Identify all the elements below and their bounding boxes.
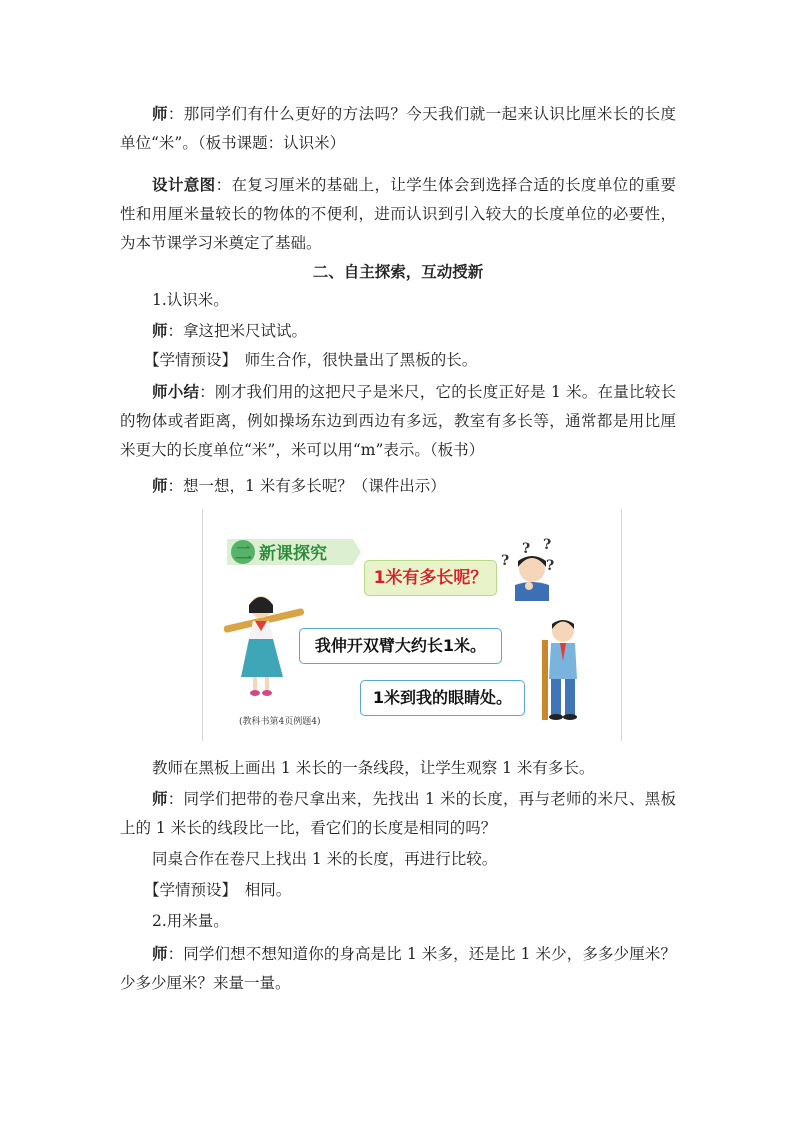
preview-label: 【学情预设】 (144, 881, 230, 899)
step-heading-2: 2.用米量。 (152, 912, 229, 930)
paragraph-text: ：同学们把带的卷尺拿出来，先找出 1 米的长度，再与老师的米尺、黑板上的 1 米长的线段比一比，看它们的长度是相同的吗？ (120, 790, 676, 837)
girl-figure (223, 596, 304, 696)
teacher-action-line: 教师在黑板上画出 1 米长的一条线段，让学生观察 1 米有多长。 (152, 759, 595, 777)
speaker-label: 师小结 (152, 382, 200, 401)
paragraph-teacher-question (120, 939, 676, 998)
teacher-line (152, 471, 446, 501)
learning-preview-line (144, 876, 291, 905)
speaker-label: 师 (152, 321, 168, 340)
speaker-label: 师 (152, 944, 168, 963)
line-text: 相同。 (229, 881, 292, 899)
paragraph-teacher-summary (120, 377, 676, 465)
question-bubble: 1米有多长呢？ (364, 560, 497, 596)
girl-speech-bubble: 我伸开双臂大约长1米。 (299, 628, 502, 664)
speaker-label: 师 (152, 789, 168, 808)
paragraph-teacher-intro (120, 99, 676, 158)
illustration-caption: (教科书第4页例题4) (239, 717, 321, 727)
step-heading-1: 1.认识米。 (152, 291, 229, 309)
line-text: 师生合作，很快量出了黑板的长。 (229, 351, 478, 369)
line-text: ：拿这把米尺试试。 (167, 322, 308, 340)
question-mark-icon: ? (543, 537, 552, 553)
thinking-boy-figure (515, 556, 549, 601)
learning-preview-line (144, 346, 477, 375)
teacher-line (152, 316, 307, 346)
speaker-label: 师 (152, 104, 168, 123)
paragraph-text: ：那同学们有什么更好的方法吗？今天我们就一起来认识比厘米长的长度单位“米”。（板书课题：认识米） (120, 105, 676, 152)
speaker-label: 师 (152, 476, 168, 495)
line-text: ：想一想，1 米有多长呢？（课件出示） (167, 477, 446, 495)
question-mark-icon: ? (522, 541, 531, 557)
design-intent-label: 设计意图 (152, 175, 216, 194)
boy-speech-bubble: 1米到我的眼睛处。 (360, 680, 525, 716)
paragraph-design-intent (120, 170, 676, 258)
paragraph-teacher-instruction (120, 784, 676, 843)
question-mark-icon: ? (546, 558, 555, 574)
question-mark-icon: ? (501, 553, 510, 569)
preview-label: 【学情预设】 (144, 351, 230, 369)
student-activity-line: 同桌合作在卷尺上找出 1 米的长度，再进行比较。 (152, 850, 498, 868)
paragraph-text: ：在复习厘米的基础上，让学生体会到选择合适的长度单位的重要性和用厘米量较长的物体的不便利，进而认识到引入较大的长度单位的必要性，为本节课学习米奠定了基础。 (120, 176, 676, 252)
standing-boy-figure (542, 620, 577, 720)
paragraph-text: ：刚才我们用的这把尺子是米尺，它的长度正好是 1 米。在量比较长的物体或者距离，例如操场东边到西边有多远，教室有多长等，通常都是用比厘米更大的长度单位“米”，米可以用“m”表示。（板书） (120, 383, 676, 459)
paragraph-text: ：同学们想不想知道你的身高是比 1 米多，还是比 1 米少，多多少厘米？少多少厘米？来量一量。 (120, 945, 676, 992)
section-tag-title: 新课探究 (259, 544, 327, 564)
textbook-illustration (202, 509, 622, 741)
section-heading: 二、自主探索，互动授新 (312, 262, 484, 281)
section-tag-number: 二 (235, 544, 252, 564)
